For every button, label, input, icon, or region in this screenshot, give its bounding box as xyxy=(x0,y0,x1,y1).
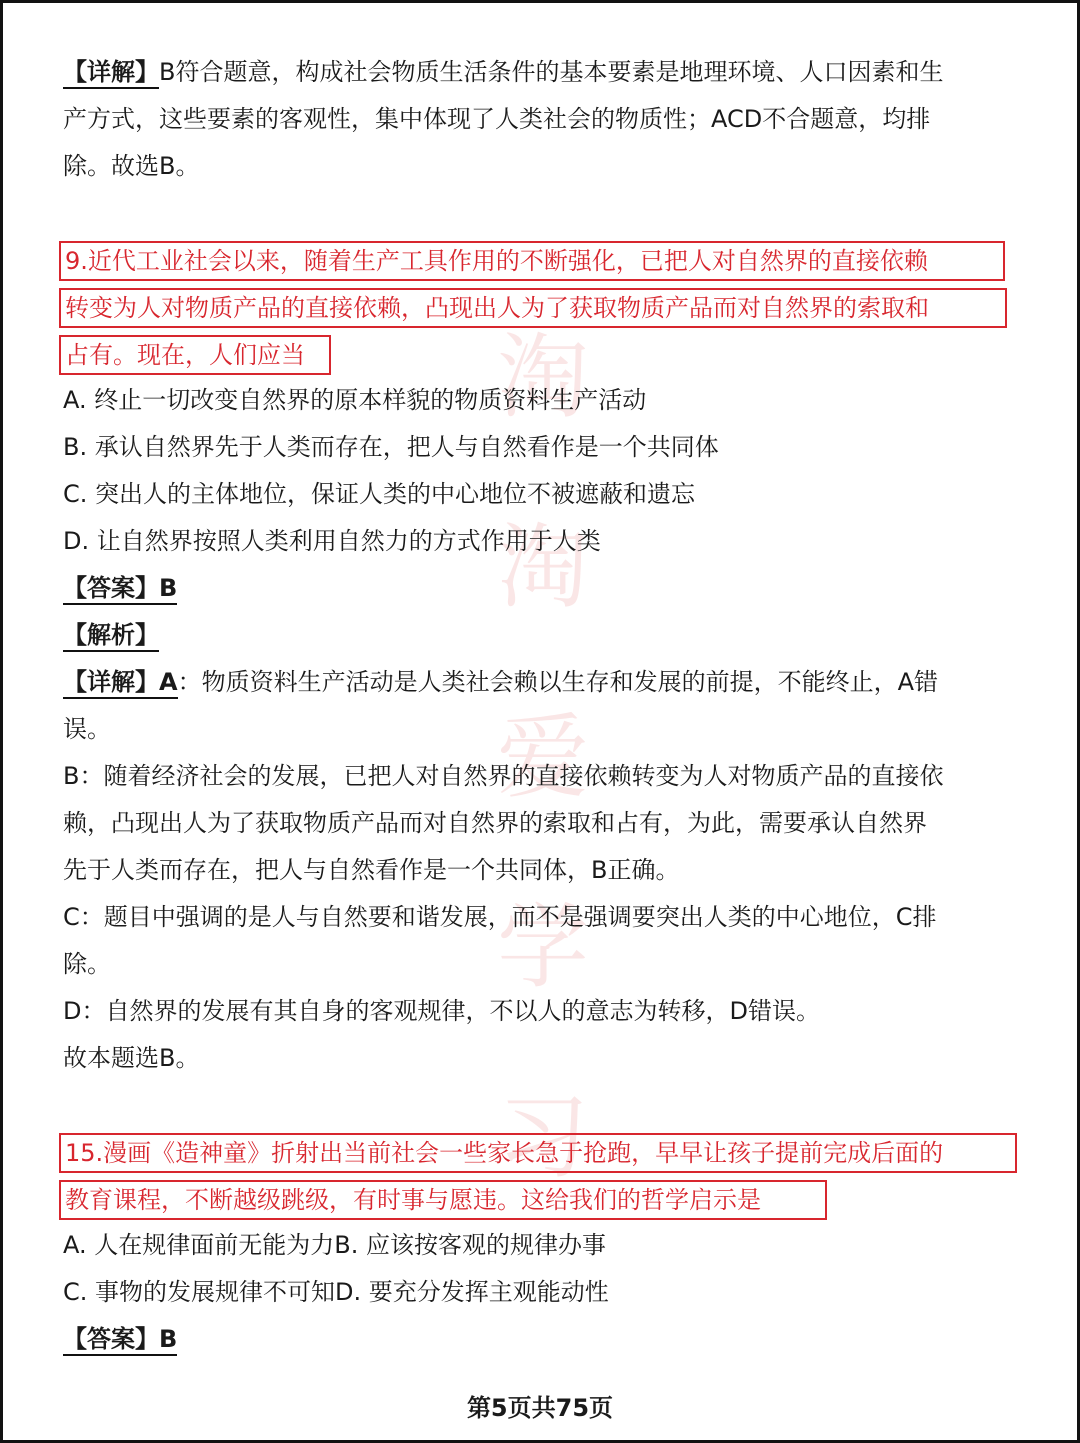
q9-stem-line: 9.近代工业社会以来，随着生产工具作用的不断强化，已把人对自然界的直接依赖 xyxy=(59,241,1005,281)
q9-detail-line: 误。 xyxy=(63,715,111,743)
q15-stem-line: 15.漫画《造神童》折射出当前社会一些家长急于抢跑，早早让孩子提前完成后面的 xyxy=(59,1133,1017,1173)
q9-detail-c: C：题目中强调的是人与自然要和谐发展，而不是强调要突出人类的中心地位，C排 xyxy=(63,903,937,931)
detail-label: 【详解】A xyxy=(63,668,178,699)
watermark-char: 习 xyxy=(496,1084,589,1191)
q15-options-cd: C. 事物的发展规律不可知D. 要充分发挥主观能动性 xyxy=(63,1278,609,1306)
q9-option-a: A. 终止一切改变自然界的原本样貌的物质资料生产活动 xyxy=(63,386,647,414)
q9-option-b: B. 承认自然界先于人类而存在，把人与自然看作是一个共同体 xyxy=(63,433,719,461)
watermark-char: 淘 xyxy=(496,514,589,621)
q9-conclusion: 故本题选B。 xyxy=(63,1044,200,1072)
q9-detail-line: 先于人类而存在，把人与自然看作是一个共同体，B正确。 xyxy=(63,856,680,884)
q9-detail-a: 【详解】A：物质资料生产活动是人类社会赖以生存和发展的前提，不能终止，A错 xyxy=(63,665,938,699)
q8-detail-line: 【详解】B符合题意，构成社会物质生活条件的基本要素是地理环境、人口因素和生 xyxy=(63,55,943,89)
q9-stem-line: 转变为人对物质产品的直接依赖，凸现出人为了获取物质产品而对自然界的索取和 xyxy=(59,288,1007,328)
page-number: 第5页共75页 xyxy=(466,1394,614,1422)
q9-answer: 【答案】B xyxy=(63,571,177,605)
q9-detail-d: D：自然界的发展有其自身的客观规律，不以人的意志为转移，D错误。 xyxy=(63,997,820,1025)
q15-answer: 【答案】B xyxy=(63,1322,177,1356)
q9-stem-line: 占有。现在，人们应当 xyxy=(59,335,331,375)
watermark xyxy=(493,283,593,1233)
q15-options-ab: A. 人在规律面前无能为力B. 应该按客观的规律办事 xyxy=(63,1231,606,1259)
q8-detail-line: 除。故选B。 xyxy=(63,152,200,180)
watermark-char: 淘 xyxy=(496,324,589,431)
q8-detail-line: 产方式，这些要素的客观性，集中体现了人类社会的物质性；ACD不合题意，均排 xyxy=(63,105,931,133)
q9-option-d: D. 让自然界按照人类利用自然力的方式作用于人类 xyxy=(63,527,601,555)
q9-detail-line: 除。 xyxy=(63,950,111,978)
q9-option-c: C. 突出人的主体地位，保证人类的中心地位不被遮蔽和遗忘 xyxy=(63,480,696,508)
watermark-char: 爱 xyxy=(496,704,589,811)
q15-stem-line: 教育课程，不断越级跳级，有时事与愿违。这给我们的哲学启示是 xyxy=(59,1180,827,1220)
q9-detail-b: B：随着经济社会的发展，已把人对自然界的直接依赖转变为人对物质产品的直接依 xyxy=(63,762,944,790)
q9-detail-line: 赖，凸现出人为了获取物质产品而对自然界的索取和占有，为此，需要承认自然界 xyxy=(63,809,927,837)
detail-label: 【详解】 xyxy=(63,58,159,89)
watermark-char: 学 xyxy=(496,894,589,1001)
q9-analysis-label: 【解析】 xyxy=(63,618,159,652)
